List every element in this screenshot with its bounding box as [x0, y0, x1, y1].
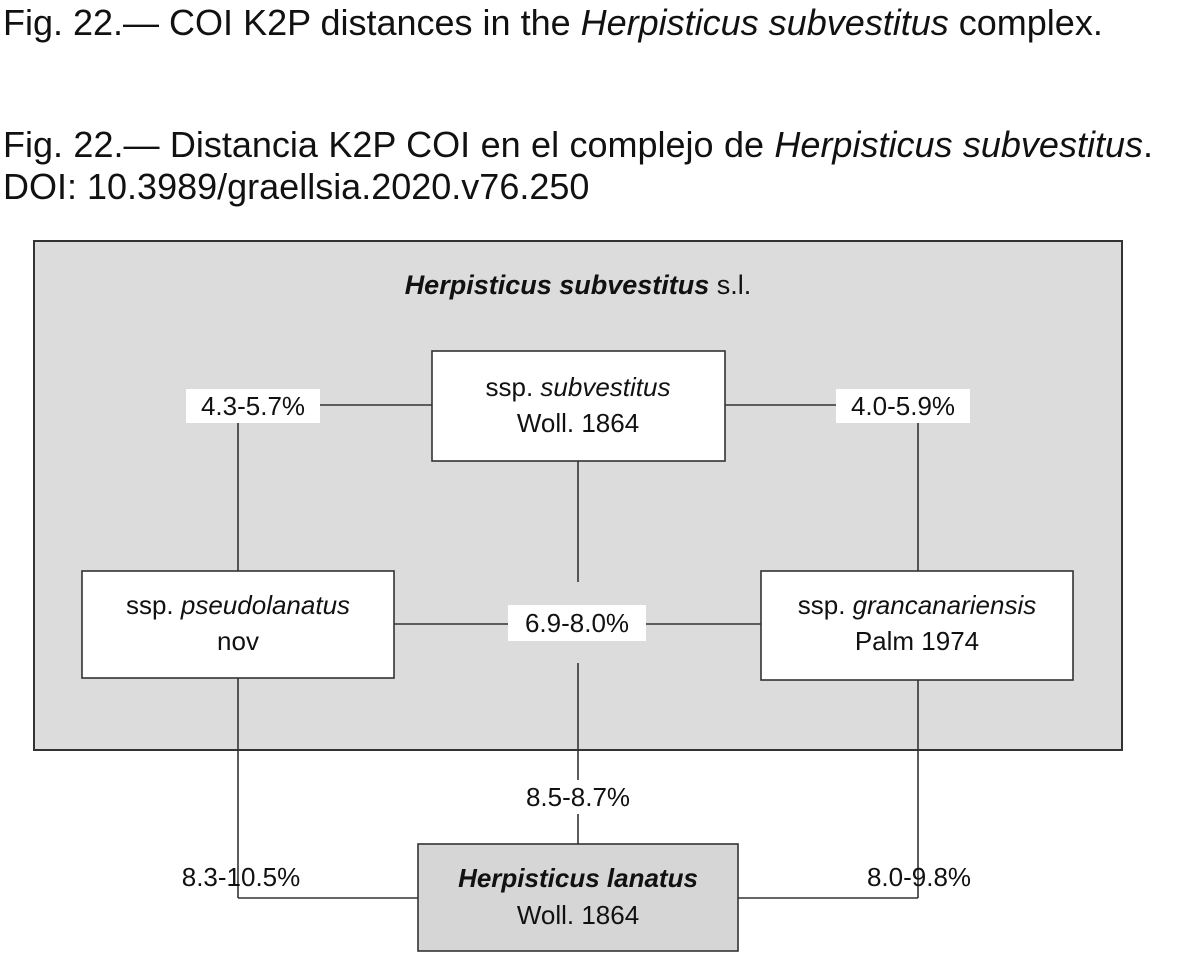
svg-text:nov: nov: [217, 626, 259, 656]
svg-text:Woll. 1864: Woll. 1864: [516, 408, 640, 438]
svg-text:ssp. subvestitus: ssp. subvestitus: [485, 372, 671, 402]
distance-label-pseudolanatus-grancanariensis: [508, 605, 646, 641]
svg-text:ssp. pseudolanatus: ssp. pseudolanatus: [125, 590, 351, 620]
caption-taxon: Herpisticus subvestitus: [580, 2, 949, 43]
distance-label-group-lanatus: 8.5-8.7%: [525, 782, 631, 812]
svg-text:Palm 1974: Palm 1974: [854, 626, 980, 656]
node-lanatus: [418, 844, 738, 951]
svg-text:4.0-5.9%: 4.0-5.9%: [850, 391, 956, 421]
node-pseudolanatus: [82, 571, 394, 678]
caption-taxon: Herpisticus subvestitus: [774, 124, 1143, 165]
svg-text:Herpisticus lanatus: Herpisticus lanatus: [458, 863, 698, 893]
distance-label-grancanariensis-lanatus: 8.0-9.8%: [866, 862, 972, 892]
node-subvestitus: [432, 351, 725, 461]
group-title: Herpisticus subvestitus s.l.: [404, 270, 752, 300]
distance-label-subvestitus-grancanariensis: [836, 389, 970, 423]
distance-label-pseudolanatus-lanatus: 8.3-10.5%: [181, 862, 301, 892]
caption-english: Fig. 22.— COI K2P distances in the Herpisticus subvestitus complex.: [3, 2, 1103, 43]
svg-text:6.9-8.0%: 6.9-8.0%: [524, 608, 630, 638]
svg-text:4.3-5.7%: 4.3-5.7%: [200, 391, 306, 421]
svg-text:ssp. grancanariensis: ssp. grancanariensis: [797, 590, 1037, 620]
distance-label-subvestitus-pseudolanatus: [186, 389, 320, 423]
caption-spanish: Fig. 22.— Distancia K2P COI en el complejo de Herpisticus subvestitus. DOI: 10.3989/graellsia.2020.v76.250: [3, 124, 1153, 207]
svg-text:Woll. 1864: Woll. 1864: [516, 900, 640, 930]
node-grancanariensis: [761, 571, 1073, 680]
